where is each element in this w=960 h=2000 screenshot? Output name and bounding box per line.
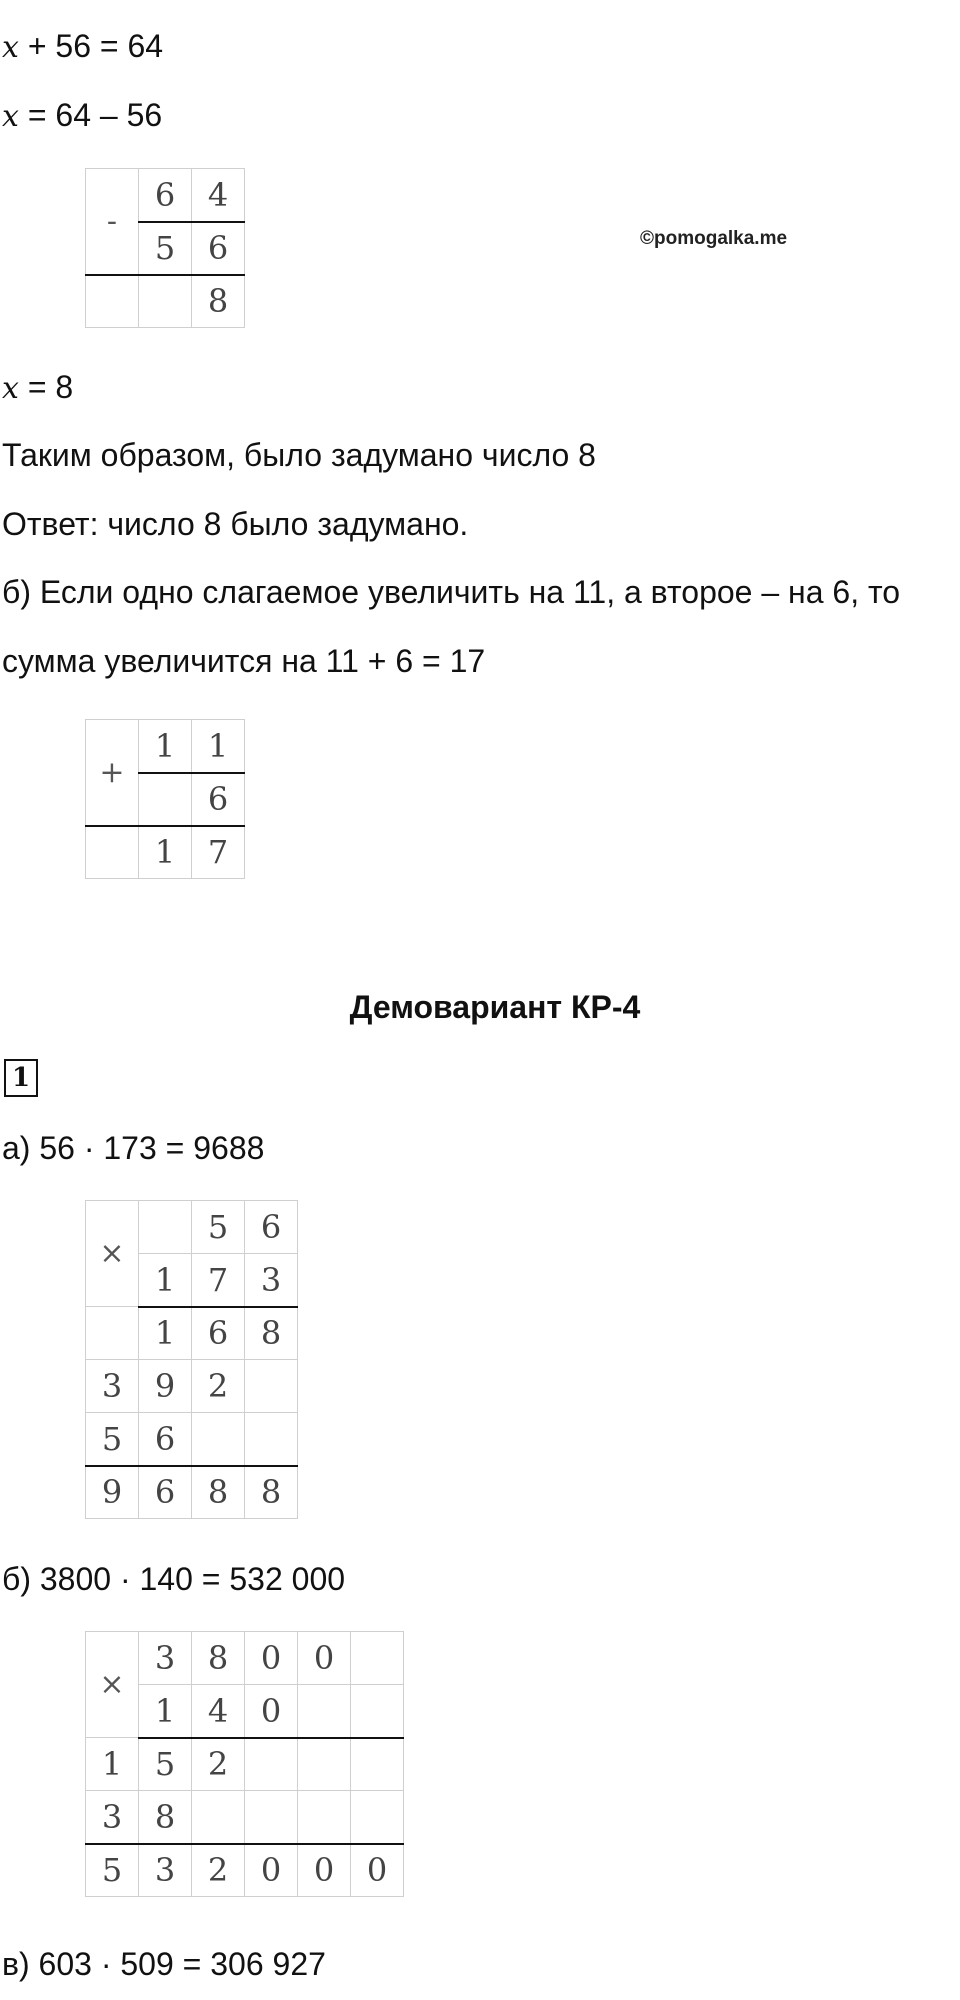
digit-cell: [351, 1685, 404, 1738]
digit-cell: 1: [86, 1738, 139, 1791]
equation-text: = 8: [18, 369, 74, 405]
digit-cell: 6: [139, 1466, 192, 1519]
digit-cell: 5: [139, 222, 192, 275]
subtraction-table: [85, 168, 245, 328]
digit-cell: [139, 275, 192, 328]
equation-line-1: [2, 26, 163, 68]
digit-cell: 6: [245, 1201, 298, 1254]
digit-cell: 0: [245, 1844, 298, 1897]
digit-cell: [245, 1360, 298, 1413]
digit-cell: 1: [139, 1685, 192, 1738]
digit-cell: [298, 1791, 351, 1844]
operator-times: ×: [86, 1201, 139, 1307]
digit-cell: [245, 1791, 298, 1844]
part-b-text-line-2: сумма увеличится на 11 + 6 = 17: [2, 643, 486, 679]
digit-cell: 1: [139, 1307, 192, 1360]
digit-cell: 8: [192, 275, 245, 328]
digit-cell: 5: [86, 1413, 139, 1466]
part-b-text-line-1: б) Если одно слагаемое увеличить на 11, а второе – на 6, то: [2, 574, 901, 610]
digit-cell: 8: [192, 1632, 245, 1685]
digit-cell: 8: [245, 1466, 298, 1519]
multiplication-table-b: [85, 1631, 404, 1897]
digit-cell: 0: [298, 1844, 351, 1897]
equation-line-2: [2, 95, 162, 137]
digit-cell: 1: [192, 720, 245, 773]
digit-cell: 0: [298, 1632, 351, 1685]
multiplication-table-a: [85, 1200, 298, 1519]
task-c-label: в) 603 · 509 = 306 927: [2, 1946, 326, 1982]
digit-cell: 0: [245, 1632, 298, 1685]
equation-text: = 64 – 56: [18, 97, 163, 133]
conclusion-text: Таким образом, было задумано число 8: [2, 437, 596, 473]
digit-cell: 3: [139, 1844, 192, 1897]
digit-cell: 6: [139, 169, 192, 222]
digit-cell: 6: [139, 1413, 192, 1466]
variable-x: x: [2, 371, 19, 406]
digit-cell: [86, 1307, 139, 1360]
digit-cell: 9: [86, 1466, 139, 1519]
equation-text: + 56 = 64: [18, 28, 164, 64]
task-b-label: б) 3800 · 140 = 532 000: [2, 1561, 346, 1597]
digit-cell: 1: [139, 1254, 192, 1307]
digit-cell: [86, 275, 139, 328]
digit-cell: 3: [245, 1254, 298, 1307]
digit-cell: [298, 1738, 351, 1791]
equation-line-3: [2, 367, 73, 409]
digit-cell: 2: [192, 1360, 245, 1413]
digit-cell: 3: [86, 1791, 139, 1844]
task-number-box: 1: [4, 1059, 38, 1097]
operator-plus: +: [86, 720, 139, 826]
digit-cell: [351, 1738, 404, 1791]
digit-cell: 2: [192, 1844, 245, 1897]
variable-x: x: [2, 30, 19, 65]
digit-cell: [139, 773, 192, 826]
digit-cell: 1: [139, 720, 192, 773]
digit-cell: [192, 1791, 245, 1844]
digit-cell: 0: [351, 1844, 404, 1897]
section-title: Демовариант КР-4: [349, 989, 641, 1025]
addition-table: [85, 719, 245, 879]
digit-cell: 7: [192, 1254, 245, 1307]
answer-text: Ответ: число 8 было задумано.: [2, 506, 469, 542]
digit-cell: 3: [86, 1360, 139, 1413]
digit-cell: 5: [192, 1201, 245, 1254]
digit-cell: [245, 1413, 298, 1466]
operator-minus: -: [86, 169, 139, 275]
digit-cell: 2: [192, 1738, 245, 1791]
watermark: ©pomogalka.me: [640, 228, 788, 249]
digit-cell: [298, 1685, 351, 1738]
digit-cell: 1: [139, 826, 192, 879]
task-a-label: а) 56 · 173 = 9688: [2, 1130, 265, 1166]
digit-cell: 0: [245, 1685, 298, 1738]
digit-cell: 8: [245, 1307, 298, 1360]
digit-cell: 6: [192, 1307, 245, 1360]
digit-cell: [139, 1201, 192, 1254]
digit-cell: 5: [139, 1738, 192, 1791]
digit-cell: [351, 1791, 404, 1844]
digit-cell: [192, 1413, 245, 1466]
digit-cell: [86, 826, 139, 879]
digit-cell: 5: [86, 1844, 139, 1897]
operator-times: ×: [86, 1632, 139, 1738]
digit-cell: 4: [192, 169, 245, 222]
digit-cell: 6: [192, 773, 245, 826]
digit-cell: 4: [192, 1685, 245, 1738]
digit-cell: 6: [192, 222, 245, 275]
digit-cell: 7: [192, 826, 245, 879]
digit-cell: 8: [192, 1466, 245, 1519]
digit-cell: 8: [139, 1791, 192, 1844]
digit-cell: 9: [139, 1360, 192, 1413]
digit-cell: 3: [139, 1632, 192, 1685]
variable-x: x: [2, 99, 19, 134]
digit-cell: [351, 1632, 404, 1685]
digit-cell: [245, 1738, 298, 1791]
